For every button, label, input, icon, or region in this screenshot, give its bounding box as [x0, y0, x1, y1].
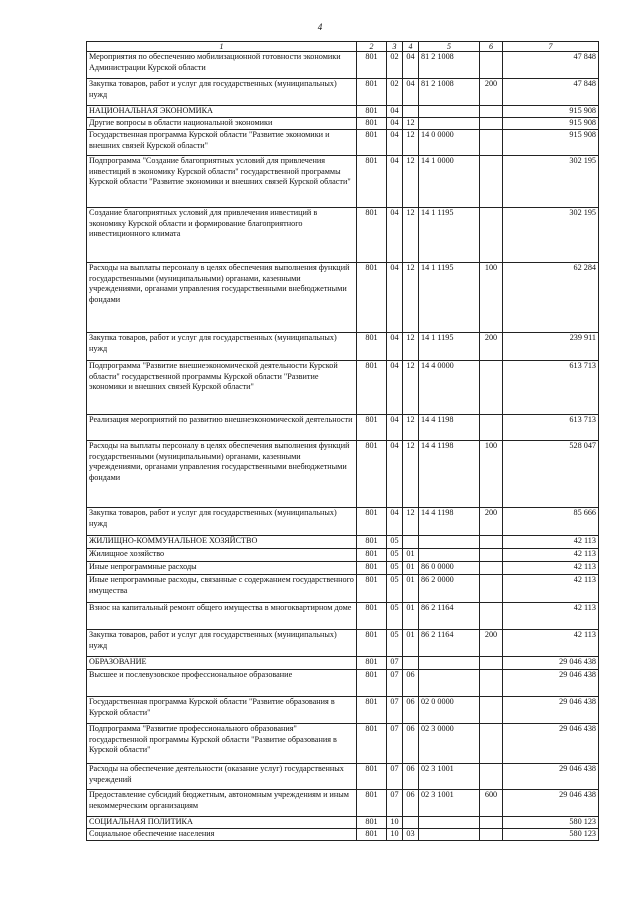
cell-subsection: 01: [403, 575, 419, 603]
table-row: [87, 415, 599, 441]
cell-name: Иные непрограммные расходы, связанные с содержанием государственного имущества: [87, 575, 357, 603]
cell-name: Подпрограмма "Развитие внешнеэкономической деятельности Курской области" государственной программы Курской области "Развитие экономики и внешних связей Курской области": [87, 361, 357, 415]
cell-ved: 801: [357, 670, 387, 697]
table-row: [87, 630, 599, 657]
cell-name: Другие вопросы в области национальной экономики: [87, 118, 357, 130]
cell-expense-type: 200: [480, 79, 503, 106]
cell-target-article: 86 2 1164: [419, 630, 480, 657]
cell-subsection: 06: [403, 670, 419, 697]
cell-subsection: 04: [403, 52, 419, 79]
cell-target-article: 81 2 1008: [419, 52, 480, 79]
table-row: [87, 764, 599, 790]
cell-target-article: 14 0 0000: [419, 130, 480, 156]
cell-subsection: 06: [403, 790, 419, 817]
header-cell-rz: 3: [387, 42, 403, 52]
cell-target-article: 14 1 1195: [419, 333, 480, 361]
cell-amount: 613 713: [503, 415, 599, 441]
cell-section: 05: [387, 603, 403, 630]
cell-amount: 915 908: [503, 130, 599, 156]
cell-subsection: 01: [403, 603, 419, 630]
cell-expense-type: [480, 724, 503, 764]
cell-expense-type: [480, 575, 503, 603]
table-row: [87, 697, 599, 724]
cell-name: Расходы на выплаты персоналу в целях обеспечения выполнения функций государственными (муниципальными) органами, казенными учреждениями, органами управления государственными внебюджетными фондами: [87, 441, 357, 508]
cell-expense-type: [480, 657, 503, 670]
cell-subsection: 12: [403, 130, 419, 156]
cell-subsection: 12: [403, 415, 419, 441]
cell-ved: 801: [357, 79, 387, 106]
cell-expense-type: 200: [480, 630, 503, 657]
cell-amount: 528 047: [503, 441, 599, 508]
cell-target-article: [419, 549, 480, 562]
cell-subsection: 01: [403, 549, 419, 562]
cell-ved: 801: [357, 118, 387, 130]
table-row: [87, 790, 599, 817]
cell-section: 05: [387, 562, 403, 575]
cell-section: 05: [387, 630, 403, 657]
cell-subsection: 12: [403, 156, 419, 208]
header-cell-cs: 5: [419, 42, 480, 52]
table-row: [87, 441, 599, 508]
cell-name: НАЦИОНАЛЬНАЯ ЭКОНОМИКА: [87, 106, 357, 118]
table-row: [87, 156, 599, 208]
table-row: [87, 817, 599, 829]
cell-section: 07: [387, 657, 403, 670]
table-row: [87, 549, 599, 562]
cell-amount: 42 113: [503, 549, 599, 562]
cell-target-article: 14 1 1195: [419, 208, 480, 263]
cell-amount: 580 123: [503, 829, 599, 841]
cell-name: Закупка товаров, работ и услуг для государственных (муниципальных) нужд: [87, 79, 357, 106]
header-cell-pr: 4: [403, 42, 419, 52]
page-number: 4: [317, 22, 323, 32]
cell-subsection: 12: [403, 508, 419, 536]
cell-target-article: [419, 657, 480, 670]
cell-ved: 801: [357, 549, 387, 562]
cell-section: 04: [387, 415, 403, 441]
cell-name: Взнос на капитальный ремонт общего имущества в многоквартирном доме: [87, 603, 357, 630]
cell-amount: 302 195: [503, 156, 599, 208]
table-row: [87, 562, 599, 575]
cell-name: Социальное обеспечение населения: [87, 829, 357, 841]
cell-name: Высшее и послевузовское профессиональное образование: [87, 670, 357, 697]
cell-amount: 239 911: [503, 333, 599, 361]
cell-ved: 801: [357, 361, 387, 415]
table-row: [87, 508, 599, 536]
cell-name: Расходы на выплаты персоналу в целях обеспечения выполнения функций государственными (муниципальными) органами, казенными учреждениями, органами управления государственными внебюджетными фондами: [87, 263, 357, 333]
table-row: [87, 536, 599, 549]
cell-ved: 801: [357, 106, 387, 118]
cell-expense-type: [480, 118, 503, 130]
cell-ved: 801: [357, 415, 387, 441]
cell-target-article: [419, 536, 480, 549]
cell-name: Предоставление субсидий бюджетным, автономным учреждениям и иным некоммерческим организациям: [87, 790, 357, 817]
cell-ved: 801: [357, 441, 387, 508]
cell-name: Закупка товаров, работ и услуг для государственных (муниципальных) нужд: [87, 630, 357, 657]
cell-expense-type: [480, 52, 503, 79]
cell-amount: 42 113: [503, 603, 599, 630]
cell-target-article: 14 4 1198: [419, 508, 480, 536]
cell-expense-type: [480, 549, 503, 562]
cell-subsection: 01: [403, 562, 419, 575]
cell-subsection: 03: [403, 829, 419, 841]
cell-target-article: [419, 106, 480, 118]
table-row: [87, 79, 599, 106]
cell-section: 04: [387, 508, 403, 536]
cell-name: Иные непрограммные расходы: [87, 562, 357, 575]
cell-expense-type: [480, 106, 503, 118]
cell-subsection: 12: [403, 441, 419, 508]
cell-section: 04: [387, 361, 403, 415]
cell-expense-type: [480, 603, 503, 630]
table-row: [87, 724, 599, 764]
cell-ved: 801: [357, 263, 387, 333]
cell-ved: 801: [357, 156, 387, 208]
cell-subsection: 12: [403, 118, 419, 130]
table-row: [87, 657, 599, 670]
table-row: [87, 130, 599, 156]
cell-target-article: [419, 670, 480, 697]
table-row: [87, 333, 599, 361]
cell-ved: 801: [357, 657, 387, 670]
cell-section: 05: [387, 536, 403, 549]
cell-amount: 29 046 438: [503, 724, 599, 764]
table-row: [87, 118, 599, 130]
table-row: [87, 361, 599, 415]
cell-name: Создание благоприятных условий для привлечения инвестиций в экономику Курской области и формирование благоприятного инвестиционного климата: [87, 208, 357, 263]
cell-section: 04: [387, 118, 403, 130]
cell-ved: 801: [357, 333, 387, 361]
cell-section: 07: [387, 724, 403, 764]
cell-subsection: [403, 536, 419, 549]
cell-subsection: 12: [403, 208, 419, 263]
cell-amount: 42 113: [503, 536, 599, 549]
cell-amount: 47 848: [503, 79, 599, 106]
cell-section: 07: [387, 790, 403, 817]
cell-section: 04: [387, 106, 403, 118]
cell-expense-type: [480, 536, 503, 549]
cell-subsection: 12: [403, 333, 419, 361]
cell-subsection: [403, 817, 419, 829]
cell-ved: 801: [357, 630, 387, 657]
cell-target-article: 02 0 0000: [419, 697, 480, 724]
cell-name: Подпрограмма "Создание благоприятных условий для привлечения инвестиций в экономику Курской области" государственной программы Курской области "Развитие экономики и внешних связей Курской области": [87, 156, 357, 208]
cell-amount: 29 046 438: [503, 790, 599, 817]
cell-target-article: 02 3 0000: [419, 724, 480, 764]
table-row: [87, 670, 599, 697]
cell-ved: 801: [357, 724, 387, 764]
cell-amount: 42 113: [503, 575, 599, 603]
cell-target-article: 14 4 1198: [419, 415, 480, 441]
cell-expense-type: [480, 670, 503, 697]
header-cell-vr: 6: [480, 42, 503, 52]
cell-expense-type: [480, 156, 503, 208]
cell-subsection: 06: [403, 724, 419, 764]
cell-target-article: 14 1 1195: [419, 263, 480, 333]
cell-section: 04: [387, 441, 403, 508]
cell-name: Закупка товаров, работ и услуг для государственных (муниципальных) нужд: [87, 508, 357, 536]
cell-amount: 915 908: [503, 106, 599, 118]
cell-amount: 302 195: [503, 208, 599, 263]
header-row: [87, 42, 599, 52]
cell-name: Подпрограмма "Развитие профессионального образования" государственной программы Курской области "Развитие образования в Курской области": [87, 724, 357, 764]
cell-section: 04: [387, 156, 403, 208]
cell-expense-type: [480, 415, 503, 441]
cell-amount: 29 046 438: [503, 670, 599, 697]
table-row: [87, 603, 599, 630]
cell-name: Расходы на обеспечение деятельности (оказание услуг) государственных учреждений: [87, 764, 357, 790]
cell-amount: 580 123: [503, 817, 599, 829]
cell-expense-type: [480, 817, 503, 829]
cell-ved: 801: [357, 697, 387, 724]
cell-section: 05: [387, 575, 403, 603]
cell-amount: 85 666: [503, 508, 599, 536]
table-row: [87, 106, 599, 118]
table-row: [87, 263, 599, 333]
cell-subsection: 06: [403, 697, 419, 724]
cell-ved: 801: [357, 508, 387, 536]
cell-section: 04: [387, 333, 403, 361]
cell-target-article: 86 2 0000: [419, 575, 480, 603]
cell-section: 02: [387, 79, 403, 106]
cell-section: 04: [387, 263, 403, 333]
cell-section: 07: [387, 697, 403, 724]
cell-amount: 29 046 438: [503, 764, 599, 790]
cell-amount: 42 113: [503, 562, 599, 575]
cell-expense-type: 200: [480, 508, 503, 536]
cell-target-article: 86 0 0000: [419, 562, 480, 575]
cell-expense-type: [480, 208, 503, 263]
cell-name: Мероприятия по обеспечению мобилизационной готовности экономики Администрации Курской области: [87, 52, 357, 79]
cell-ved: 801: [357, 790, 387, 817]
cell-section: 05: [387, 549, 403, 562]
cell-subsection: [403, 657, 419, 670]
cell-section: 07: [387, 670, 403, 697]
table-row: [87, 829, 599, 841]
cell-target-article: 86 2 1164: [419, 603, 480, 630]
cell-section: 10: [387, 817, 403, 829]
cell-name: ОБРАЗОВАНИЕ: [87, 657, 357, 670]
cell-ved: 801: [357, 562, 387, 575]
cell-name: Реализация мероприятий по развитию внешнеэкономической деятельности: [87, 415, 357, 441]
cell-expense-type: [480, 562, 503, 575]
table-row: [87, 575, 599, 603]
cell-target-article: 14 1 0000: [419, 156, 480, 208]
cell-ved: 801: [357, 52, 387, 79]
cell-target-article: [419, 817, 480, 829]
cell-expense-type: 600: [480, 790, 503, 817]
cell-amount: 613 713: [503, 361, 599, 415]
cell-name: ЖИЛИЩНО-КОММУНАЛЬНОЕ ХОЗЯЙСТВО: [87, 536, 357, 549]
cell-ved: 801: [357, 575, 387, 603]
cell-subsection: 01: [403, 630, 419, 657]
cell-ved: 801: [357, 764, 387, 790]
cell-expense-type: [480, 829, 503, 841]
header-cell-ved: 2: [357, 42, 387, 52]
cell-amount: 29 046 438: [503, 657, 599, 670]
table-body: [87, 52, 599, 841]
cell-target-article: 14 4 1198: [419, 441, 480, 508]
cell-target-article: 02 3 1001: [419, 790, 480, 817]
cell-expense-type: 200: [480, 333, 503, 361]
cell-name: Государственная программа Курской области "Развитие образования в Курской области": [87, 697, 357, 724]
header-cell-sum: 7: [503, 42, 599, 52]
cell-subsection: 12: [403, 361, 419, 415]
cell-name: Государственная программа Курской области "Развитие экономики и внешних связей Курской области": [87, 130, 357, 156]
cell-amount: 42 113: [503, 630, 599, 657]
cell-ved: 801: [357, 829, 387, 841]
table-row: [87, 208, 599, 263]
cell-section: 04: [387, 208, 403, 263]
cell-name: СОЦИАЛЬНАЯ ПОЛИТИКА: [87, 817, 357, 829]
cell-target-article: [419, 829, 480, 841]
cell-expense-type: [480, 697, 503, 724]
cell-amount: 47 848: [503, 52, 599, 79]
budget-table: [86, 41, 599, 841]
cell-ved: 801: [357, 817, 387, 829]
cell-subsection: [403, 106, 419, 118]
cell-expense-type: 100: [480, 263, 503, 333]
cell-amount: 29 046 438: [503, 697, 599, 724]
cell-target-article: 14 4 0000: [419, 361, 480, 415]
cell-target-article: 81 2 1008: [419, 79, 480, 106]
cell-amount: 62 284: [503, 263, 599, 333]
cell-subsection: 06: [403, 764, 419, 790]
cell-subsection: 12: [403, 263, 419, 333]
cell-expense-type: [480, 764, 503, 790]
cell-expense-type: [480, 361, 503, 415]
cell-expense-type: 100: [480, 441, 503, 508]
cell-section: 04: [387, 130, 403, 156]
cell-section: 07: [387, 764, 403, 790]
cell-target-article: 02 3 1001: [419, 764, 480, 790]
cell-subsection: 04: [403, 79, 419, 106]
cell-ved: 801: [357, 208, 387, 263]
table-row: [87, 52, 599, 79]
cell-amount: 915 908: [503, 118, 599, 130]
cell-ved: 801: [357, 130, 387, 156]
cell-ved: 801: [357, 603, 387, 630]
cell-ved: 801: [357, 536, 387, 549]
cell-section: 10: [387, 829, 403, 841]
cell-target-article: [419, 118, 480, 130]
cell-expense-type: [480, 130, 503, 156]
header-cell-name: 1: [87, 42, 357, 52]
cell-name: Закупка товаров, работ и услуг для государственных (муниципальных) нужд: [87, 333, 357, 361]
cell-section: 02: [387, 52, 403, 79]
cell-name: Жилищное хозяйство: [87, 549, 357, 562]
